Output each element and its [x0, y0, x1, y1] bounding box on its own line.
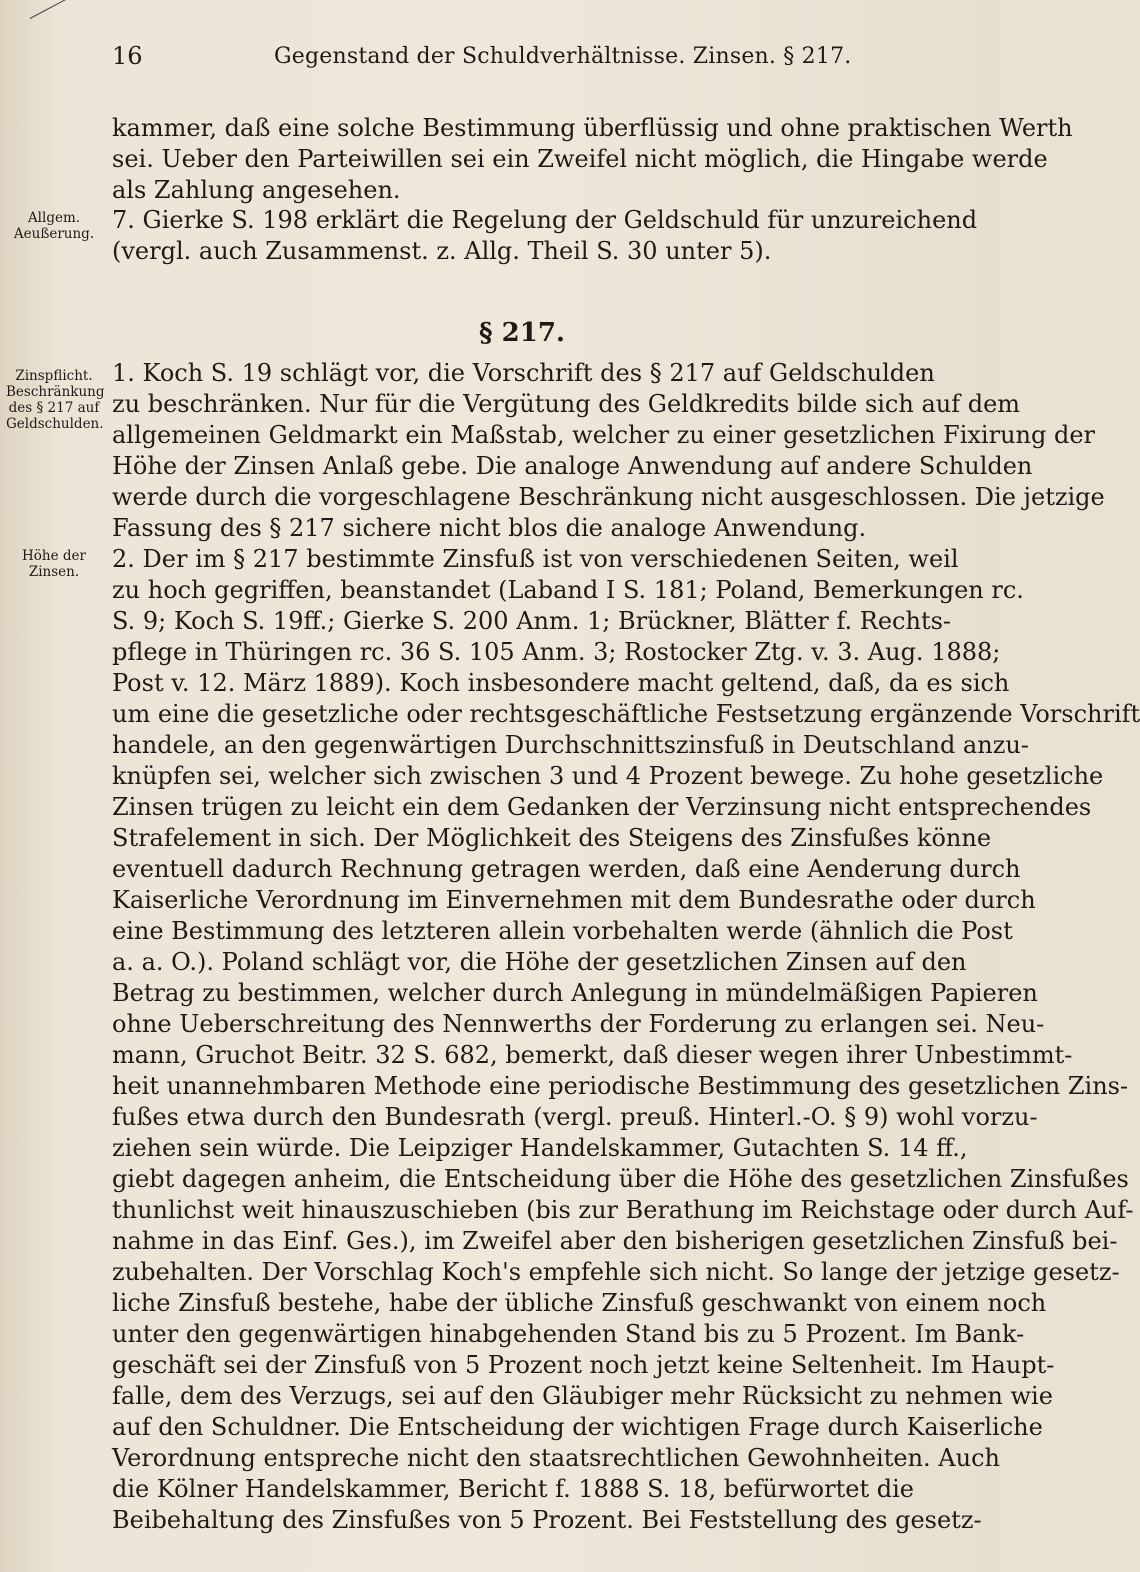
text-line: die Kölner Handelskammer, Bericht f. 1888 S. 18, befürwortet die	[112, 1475, 914, 1503]
text-line: 1. Koch S. 19 schlägt vor, die Vorschrift des § 217 auf Geldschulden	[112, 359, 935, 387]
text-line: auf den Schuldner. Die Entscheidung der wichtigen Frage durch Kaiserliche	[112, 1413, 1043, 1441]
text-line: giebt dagegen anheim, die Entscheidung über die Höhe des gesetzlichen Zinsfußes	[112, 1165, 1129, 1193]
text-line: 7. Gierke S. 198 erklärt die Regelung der Geldschuld für unzureichend	[112, 206, 978, 234]
text-line: ohne Ueberschreitung des Nennwerths der Forderung zu erlangen sei. Neu-	[112, 1010, 1045, 1038]
page-header	[112, 42, 932, 82]
text-line: nahme in das Einf. Ges.), im Zweifel aber den bisherigen gesetzlichen Zinsfuß bei-	[112, 1227, 1118, 1255]
text-line: Zinsen trügen zu leicht ein dem Gedanken der Verzinsung nicht entsprechendes	[112, 793, 1092, 821]
margin-note-hoehe: Höhe der Zinsen.	[22, 548, 86, 580]
text-line: eine Bestimmung des letzteren allein vorbehalten werde (ähnlich die Post	[112, 917, 1013, 945]
text-line: Kaiserliche Verordnung im Einvernehmen mit dem Bundesrathe oder durch	[112, 886, 1036, 914]
text-line: werde durch die vorgeschlagene Beschränkung nicht ausgeschlossen. Die jetzige	[112, 483, 1105, 511]
text-line: als Zahlung angesehen.	[112, 176, 401, 204]
section-heading: § 217.	[479, 318, 565, 348]
text-line: unter den gegenwärtigen hinabgehenden Stand bis zu 5 Prozent. Im Bank-	[112, 1320, 1025, 1348]
text-line: Post v. 12. März 1889). Koch insbesondere macht geltend, daß, da es sich	[112, 669, 1010, 697]
text-line: ziehen sein würde. Die Leipziger Handelskammer, Gutachten S. 14 ff.,	[112, 1134, 968, 1162]
text-line: a. a. O.). Poland schlägt vor, die Höhe der gesetzlichen Zinsen auf den	[112, 948, 967, 976]
text-line: Strafelement in sich. Der Möglichkeit des Steigens des Zinsfußes könne	[112, 824, 992, 852]
paragraph-2	[112, 544, 1140, 1536]
text-line: liche Zinsfuß bestehe, habe der übliche Zinsfuß geschwankt von einem noch	[112, 1289, 1047, 1317]
paragraph-1	[112, 358, 1105, 544]
running-title: Gegenstand der Schuldverhältnisse. Zinsen. § 217.	[274, 44, 852, 69]
text-line: S. 9; Koch S. 19ff.; Gierke S. 200 Anm. 1; Brückner, Blätter f. Rechts-	[112, 607, 952, 635]
text-line: kammer, daß eine solche Bestimmung überflüssig und ohne praktischen Werth	[112, 114, 1073, 142]
paragraph-7	[112, 205, 978, 267]
text-line: zubehalten. Der Vorschlag Koch's empfehle sich nicht. So lange der jetzige gesetz-	[112, 1258, 1120, 1286]
text-line: Fassung des § 217 sichere nicht blos die analoge Anwendung.	[112, 514, 867, 542]
margin-note-allgem: Allgem. Aeußerung.	[13, 210, 95, 242]
text-line: fußes etwa durch den Bundesrath (vergl. preuß. Hinterl.-O. § 9) wohl vorzu-	[112, 1103, 1038, 1131]
text-line: allgemeinen Geldmarkt ein Maßstab, welcher zu einer gesetzlichen Fixirung der	[112, 421, 1096, 449]
text-line: handele, an den gegenwärtigen Durchschnittszinsfuß in Deutschland anzu-	[112, 731, 1029, 759]
text-line: geschäft sei der Zinsfuß von 5 Prozent noch jetzt keine Seltenheit. Im Haupt-	[112, 1351, 1055, 1379]
margin-note-zinspflicht: Zinspflicht. Beschränkung des § 217 auf Geldschulden.	[6, 368, 105, 432]
text-line: thunlichst weit hinauszuschieben (bis zur Berathung im Reichstage oder durch Auf-	[112, 1196, 1134, 1224]
text-line: um eine die gesetzliche oder rechtsgeschäftliche Festsetzung ergänzende Vorschrift	[112, 700, 1140, 728]
text-line: mann, Gruchot Beitr. 32 S. 682, bemerkt, daß dieser wegen ihrer Unbestimmt-	[112, 1041, 1073, 1069]
text-line: Betrag zu bestimmen, welcher durch Anlegung in mündelmäßigen Papieren	[112, 979, 1038, 1007]
text-line: (vergl. auch Zusammenst. z. Allg. Theil S. 30 unter 5).	[112, 237, 772, 265]
text-line: Höhe der Zinsen Anlaß gebe. Die analoge Anwendung auf andere Schulden	[112, 452, 1033, 480]
text-line: Beibehaltung des Zinsfußes von 5 Prozent. Bei Feststellung des gesetz-	[112, 1506, 982, 1534]
text-line: falle, dem des Verzugs, sei auf den Gläubiger mehr Rücksicht zu nehmen wie	[112, 1382, 1053, 1410]
text-line: eventuell dadurch Rechnung getragen werden, daß eine Aenderung durch	[112, 855, 1021, 883]
text-line: 2. Der im § 217 bestimmte Zinsfuß ist von verschiedenen Seiten, weil	[112, 545, 959, 573]
text-line: Verordnung entspreche nicht den staatsrechtlichen Gewohnheiten. Auch	[112, 1444, 1000, 1472]
text-line: heit unannehmbaren Methode eine periodische Bestimmung des gesetzlichen Zins-	[112, 1072, 1129, 1100]
text-line: pflege in Thüringen rc. 36 S. 105 Anm. 3; Rostocker Ztg. v. 3. Aug. 1888;	[112, 638, 1001, 666]
text-line: sei. Ueber den Parteiwillen sei ein Zweifel nicht möglich, die Hingabe werde	[112, 145, 1048, 173]
page-number: 16	[112, 42, 143, 70]
paragraph-top	[112, 113, 1073, 206]
text-line: knüpfen sei, welcher sich zwischen 3 und 4 Prozent bewege. Zu hohe gesetzliche	[112, 762, 1104, 790]
text-line: zu hoch gegriffen, beanstandet (Laband I S. 181; Poland, Bemerkungen rc.	[112, 576, 1024, 604]
text-line: zu beschränken. Nur für die Vergütung des Geldkredits bilde sich auf dem	[112, 390, 1021, 418]
